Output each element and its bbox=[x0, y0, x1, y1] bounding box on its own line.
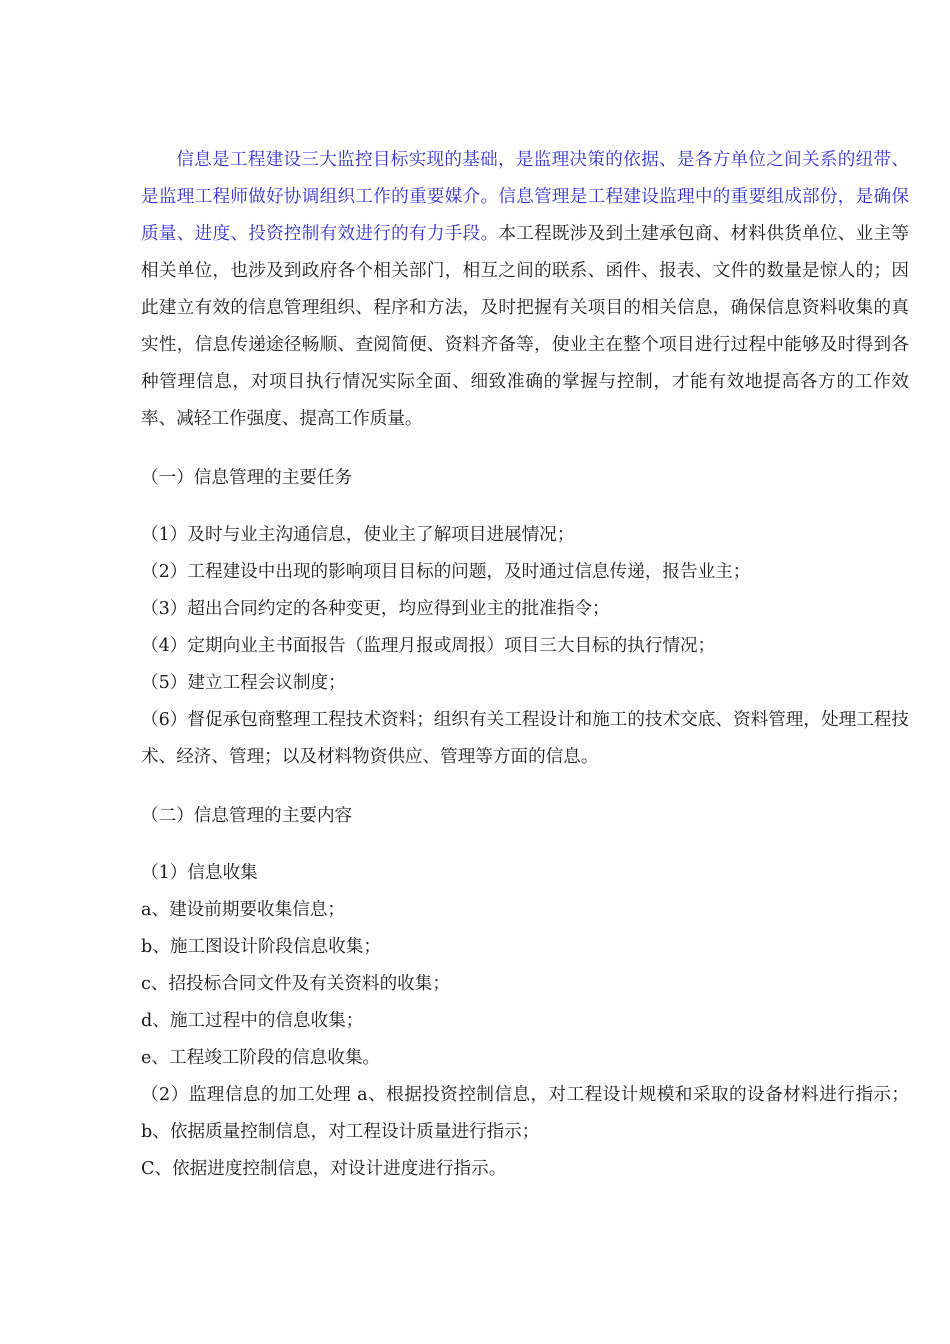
list-item: （4）定期向业主书面报告（监理月报或周报）项目三大目标的执行情况； bbox=[141, 636, 716, 656]
list-item: （1）及时与业主沟通信息，使业主了解项目进展情况； bbox=[141, 525, 575, 545]
intro-paragraph bbox=[141, 142, 909, 438]
list-item: （5）建立工程会议制度； bbox=[141, 673, 346, 693]
intro-highlighted-text: 信息是工程建设三大监控目标实现的基础，是监理决策的依据、是各方单位之间关系的纽带、是监理工程师做好协调组织工作的重要媒介。信息管理是工程建设监理中的重要组成部份，是确保质量、进度、投资控制有效进行的有力手段。 bbox=[141, 150, 909, 244]
intro-body-text: 本工程既涉及到土建承包商、材料供货单位、业主等相关单位，也涉及到政府各个相关部门，相互之间的联系、函件、报表、文件的数量是惊人的；因此建立有效的信息管理组织、程序和方法，及时把握有关项目的相关信息，确保信息资料收集的真实性，信息传递途径畅顺、查阅简便、资料齐备等，使业主在整个项目进行过程中能够及时得到各种管理信息，对项目执行情况实际全面、细致准确的掌握与控制，才能有效地提高各方的工作效率、减轻工作强度、提高工作质量。 bbox=[141, 224, 909, 429]
section-heading-contents: （二）信息管理的主要内容 bbox=[141, 806, 353, 826]
list-item: d、施工过程中的信息收集； bbox=[141, 1011, 364, 1031]
list-item: （1）信息收集 bbox=[141, 863, 258, 883]
list-item: （2）工程建设中出现的影响项目目标的问题，及时通过信息传递，报告业主； bbox=[141, 562, 751, 582]
list-item: （2）监理信息的加工处理 a、根据投资控制信息，对工程设计规模和采取的设备材料进行指示；b、依据质量控制信息，对工程设计质量进行指示； bbox=[141, 1085, 909, 1142]
list-item: a、建设前期要收集信息； bbox=[141, 900, 346, 920]
list-item: （6）督促承包商整理工程技术资料；组织有关工程设计和施工的技术交底、资料管理，处理工程技术、经济、管理；以及材料物资供应、管理等方面的信息。 bbox=[141, 710, 909, 767]
section-heading-tasks: （一）信息管理的主要任务 bbox=[141, 468, 353, 488]
document-page bbox=[141, 142, 909, 1188]
list-item: （3）超出合同约定的各种变更，均应得到业主的批准指令； bbox=[141, 599, 610, 619]
list-item: c、招投标合同文件及有关资料的收集； bbox=[141, 974, 450, 994]
list-item: C、依据进度控制信息，对设计进度进行指示。 bbox=[141, 1159, 507, 1179]
content-list bbox=[141, 855, 909, 1188]
list-item: e、工程竣工阶段的信息收集。 bbox=[141, 1048, 381, 1068]
list-item: b、施工图设计阶段信息收集； bbox=[141, 937, 381, 957]
task-list bbox=[141, 517, 909, 776]
